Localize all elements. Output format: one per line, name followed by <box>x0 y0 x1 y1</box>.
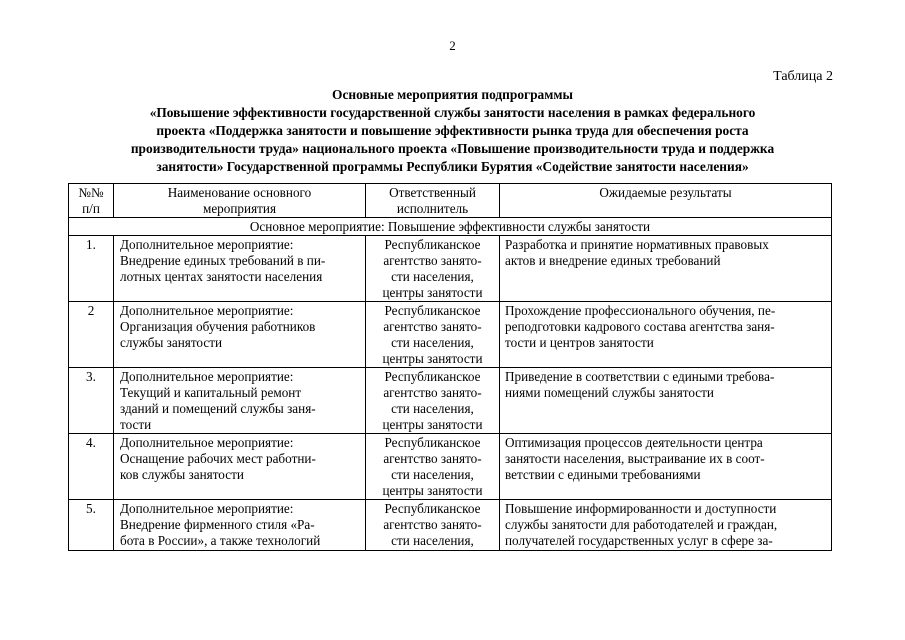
table-header-row <box>69 184 832 218</box>
row-executor-line: Республиканское <box>384 501 481 516</box>
document-title <box>70 86 835 176</box>
row-name-line: зданий и помещений службы заня- <box>120 401 316 416</box>
row-executor-line: сти населения, <box>391 401 474 416</box>
row-name <box>114 302 366 368</box>
row-executor-line: центры занятости <box>382 285 483 300</box>
row-results <box>500 434 832 500</box>
row-num: 5. <box>69 500 114 551</box>
row-num: 4. <box>69 434 114 500</box>
row-results-line: Разработка и принятие нормативных правовых <box>505 237 769 252</box>
row-executor-line: Республиканское <box>384 237 481 252</box>
row-results-line: ниями помещений службы занятости <box>505 385 714 400</box>
row-executor-line: сти населения, <box>391 533 474 548</box>
row-executor-line: агентство занято- <box>383 253 482 268</box>
header-executor-line: Ответственный <box>389 185 476 200</box>
header-executor-line: исполнитель <box>396 201 469 216</box>
row-results-line: Повышение информированности и доступности <box>505 501 777 516</box>
row-name <box>114 500 366 551</box>
row-name-line: Организация обучения работников <box>120 319 316 334</box>
title-line: проекта «Поддержка занятости и повышение эффективности рынка труда для обеспечения роста <box>156 123 749 138</box>
table-row <box>69 236 832 302</box>
row-name-line: лотных центах занятости населения <box>120 269 323 284</box>
row-results <box>500 368 832 434</box>
measures-table <box>68 183 832 551</box>
row-executor-line: центры занятости <box>382 417 483 432</box>
row-executor-line: агентство занято- <box>383 451 482 466</box>
page-number: 2 <box>449 38 456 53</box>
row-executor <box>366 236 500 302</box>
row-results-line: реподготовки кадрового состава агентства заня- <box>505 319 775 334</box>
row-results <box>500 302 832 368</box>
row-results-line: актов и внедрение единых требований <box>505 253 721 268</box>
row-executor <box>366 302 500 368</box>
row-num: 3. <box>69 368 114 434</box>
row-results-line: службы занятости для работодателей и граждан, <box>505 517 778 532</box>
row-executor-line: агентство занято- <box>383 319 482 334</box>
row-name-line: Дополнительное мероприятие: <box>120 237 294 252</box>
header-results-line: Ожидаемые результаты <box>599 185 732 200</box>
row-results-line: получателей государственных услуг в сфере за- <box>505 533 773 548</box>
row-name-line: Внедрение фирменного стиля «Ра- <box>120 517 315 532</box>
row-name <box>114 368 366 434</box>
table-row <box>69 434 832 500</box>
row-name-line: Дополнительное мероприятие: <box>120 369 294 384</box>
row-results <box>500 236 832 302</box>
row-name-line: Внедрение единых требований в пи- <box>120 253 326 268</box>
row-results-line: ветствии с едиными требованиями <box>505 467 701 482</box>
row-executor-line: сти населения, <box>391 335 474 350</box>
row-name-line: Дополнительное мероприятие: <box>120 501 294 516</box>
row-num: 1. <box>69 236 114 302</box>
row-results-line: Оптимизация процессов деятельности центра <box>505 435 763 450</box>
row-executor <box>366 434 500 500</box>
row-executor-line: центры занятости <box>382 351 483 366</box>
header-name <box>114 184 366 218</box>
row-executor-line: агентство занято- <box>383 517 482 532</box>
header-name-line: мероприятия <box>202 201 277 216</box>
row-name-line: тости <box>120 417 152 432</box>
header-num-line: п/п <box>82 201 100 216</box>
row-executor-line: Республиканское <box>384 369 481 384</box>
row-name-line: Дополнительное мероприятие: <box>120 435 294 450</box>
row-name <box>114 434 366 500</box>
row-executor-line: агентство занято- <box>383 385 482 400</box>
row-name-line: ков службы занятости <box>120 467 244 482</box>
title-line: «Повышение эффективности государственной службы занятости населения в рамках федерального <box>149 105 756 120</box>
header-num <box>69 184 114 218</box>
row-name <box>114 236 366 302</box>
row-name-line: Дополнительное мероприятие: <box>120 303 294 318</box>
table-row <box>69 368 832 434</box>
table-row <box>69 500 832 551</box>
row-executor-line: сти населения, <box>391 467 474 482</box>
section-title: Основное мероприятие: Повышение эффективности службы занятости <box>69 218 832 236</box>
row-results-line: занятости населения, выстраивание их в соот- <box>505 451 765 466</box>
row-results-line: Прохождение профессионального обучения, пе- <box>505 303 776 318</box>
table-row <box>69 302 832 368</box>
row-num: 2 <box>69 302 114 368</box>
section-row <box>69 218 832 236</box>
row-results <box>500 500 832 551</box>
title-line: производительности труда» национального проекта «Повышение производительности труда и поддержка <box>130 141 775 156</box>
row-executor-line: Республиканское <box>384 303 481 318</box>
row-executor-line: центры занятости <box>382 483 483 498</box>
row-executor <box>366 368 500 434</box>
row-executor-line: Республиканское <box>384 435 481 450</box>
header-results <box>500 184 832 218</box>
title-line: занятости» Государственной программы Республики Бурятия «Содействие занятости населения» <box>156 159 749 174</box>
row-name-line: Оснащение рабочих мест работни- <box>120 451 316 466</box>
row-name-line: Текущий и капитальный ремонт <box>120 385 302 400</box>
table-caption: Таблица 2 <box>773 69 833 84</box>
row-name-line: службы занятости <box>120 335 223 350</box>
row-results-line: тости и центров занятости <box>505 335 654 350</box>
header-name-line: Наименование основного <box>167 185 312 200</box>
row-results-line: Приведение в соответствии с едиными требова- <box>505 369 775 384</box>
header-num-line: №№ <box>78 185 104 200</box>
header-executor <box>366 184 500 218</box>
row-name-line: бота в России», а также технологий <box>120 533 321 548</box>
row-executor-line: сти населения, <box>391 269 474 284</box>
title-line: Основные мероприятия подпрограммы <box>332 87 573 102</box>
row-executor <box>366 500 500 551</box>
